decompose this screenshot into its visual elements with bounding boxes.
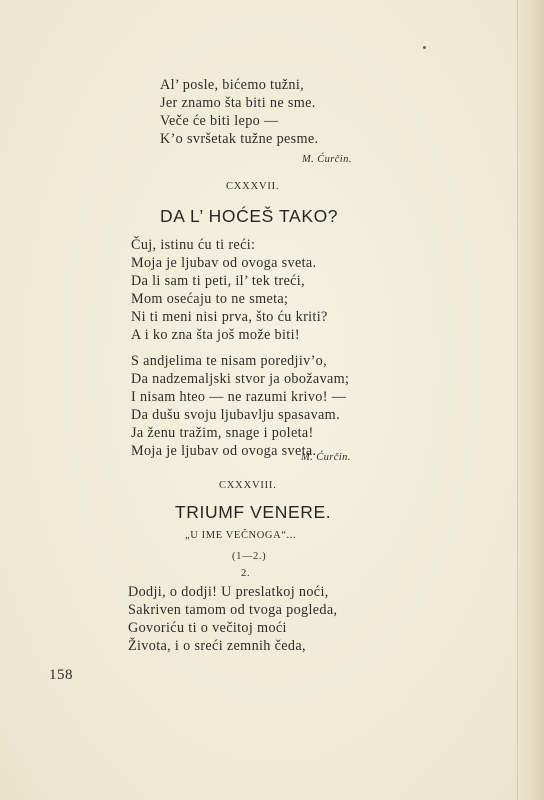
verse-line: Da li sam ti peti, il’ tek treći, — [131, 273, 305, 289]
poem-title: TRIUMF VENERE. — [175, 502, 332, 522]
page-edge — [517, 0, 544, 800]
verse-line: Moja je ljubav od ovoga sveta. — [131, 443, 317, 459]
verse-line: Da nadzemaljski stvor ja obožavam; — [131, 371, 350, 387]
verse-line: Veče će biti lepo — — [160, 113, 279, 129]
verse-line: Čuj, istinu ću ti reći: — [131, 237, 256, 253]
paper-speck — [423, 46, 426, 49]
verse-line: I nisam hteo — ne razumi krivo! — — [131, 389, 347, 405]
verse-line: Govoriću ti o večitoj moći — [128, 620, 287, 636]
poem-number: CXXXVIII. — [219, 480, 277, 491]
verse-line: Ni ti meni nisi prva, što ću kriti? — [131, 309, 328, 325]
poem-title: DA L’ HOĆEŠ TAKO? — [160, 206, 339, 226]
author-signature: M. Ćurčin. — [302, 154, 352, 165]
verse-line: K’o svršetak tužne pesme. — [160, 131, 319, 147]
part-range: (1—2.) — [232, 551, 267, 562]
verse-line: Da dušu svoju ljubavlju spasavam. — [131, 407, 340, 423]
verse-line: Života, i o sreći zemnih čeda, — [128, 638, 306, 654]
verse-line: Moja je ljubav od ovoga sveta. — [131, 255, 317, 271]
verse-line: Ja ženu tražim, snage i poleta! — [131, 425, 314, 441]
poem-subtitle: „U IME VEČNOGA“... — [185, 530, 297, 541]
verse-line: Dodji, o dodji! U preslatkoj noći, — [128, 584, 329, 600]
verse-line: Jer znamo šta biti ne sme. — [160, 95, 316, 111]
verse-line: A i ko zna šta još može biti! — [131, 327, 300, 343]
verse-line: Mom osećaju to ne smeta; — [131, 291, 289, 307]
poem-number: CXXXVII. — [226, 181, 280, 192]
verse-line: Al’ posle, bićemo tužni, — [160, 77, 305, 93]
part-number: 2. — [241, 568, 251, 579]
author-signature: M. Ćurčin. — [301, 452, 351, 463]
page-number: 158 — [49, 667, 73, 683]
verse-line: Sakriven tamom od tvoga pogleda, — [128, 602, 338, 618]
verse-line: S andjelima te nisam poredjiv’o, — [131, 353, 327, 369]
